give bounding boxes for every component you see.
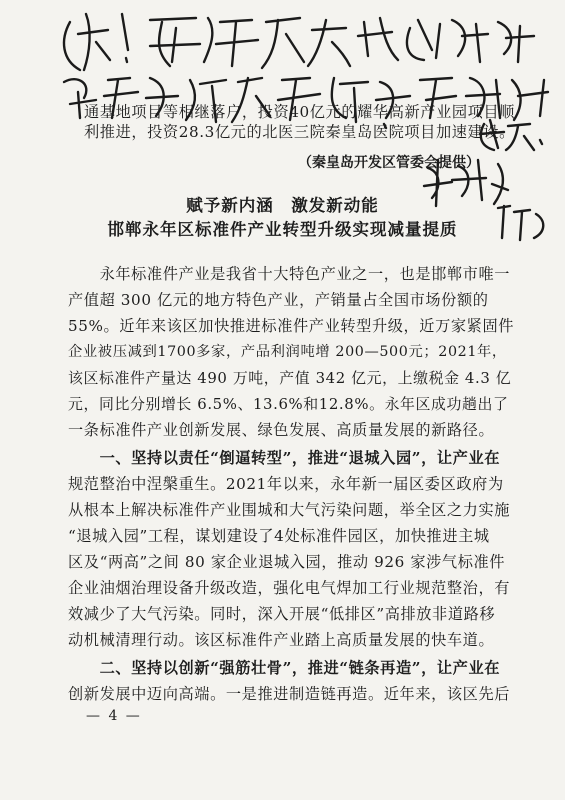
body-line: 元，同比分别增长 6.5%、13.6%和12.8%。永年区成功趟出了 [68, 395, 509, 413]
article-title-2: 邯郸永年区标准件产业转型升级实现减量提质 [107, 220, 458, 239]
body-line: 区及“两高”之间 80 家企业退城入园，推动 926 家涉气标准件 [68, 553, 506, 571]
body-line: 该区标准件产量达 490 万吨，产值 342 亿元，上缴税金 4.3 亿 [68, 369, 512, 387]
body-line: 创新发展中迈向高端。一是推进制造链再造。近年来，该区先后 [68, 685, 511, 703]
body-line: 企业被压减到1700多家，产品利润吨增 200—500元；2021年， [68, 344, 507, 360]
fragment-line-1: 通基地项目等相继落户，投资40亿元的耀华高新产业园项目顺 [84, 103, 516, 121]
page-number: — 4 — [86, 708, 142, 724]
article-title-1: 赋予新内涵 激发新动能 [186, 196, 379, 215]
body-line: 规范整治中涅槃重生。2021年以来，永年新一届区委区政府为 [68, 475, 504, 493]
body-line: 企业油烟治理设备升级改造，强化电气焊加工行业规范整治，有 [68, 579, 511, 597]
section-heading-line: 二、坚持以创新“强筋壮骨”，推进“链条再造”，让产业在 [68, 659, 501, 677]
body-line: 动机械清理行动。该区标准件产业踏上高质量发展的快车道。 [68, 631, 495, 649]
source-credit: （秦皇岛开发区管委会提供） [298, 155, 480, 171]
fragment-line-2: 利推进，投资28.3亿元的北医三院秦皇岛医院项目加速建设。 [84, 123, 515, 141]
body-line: 从根本上解决标准件产业围城和大气污染问题，举全区之力实施 [68, 501, 511, 519]
body-line: 效减少了大气污染。同时，深入开展“低排区”高排放非道路移 [68, 605, 496, 623]
body-line: 永年标准件产业是我省十大特色产业之一，也是邯郸市唯一 [68, 265, 511, 283]
body-line: 产值超 300 亿元的地方特色产业，产销量占全国市场份额的 [68, 291, 489, 309]
body-line: 一条标准件产业创新发展、绿色发展、高质量发展的新路径。 [68, 421, 495, 439]
body-line: 55%。近年来该区加快推进标准件产业转型升级，近万家紧固件 [68, 317, 515, 335]
body-line: “退城入园”工程，谋划建设了4处标准件园区，加快推进主城 [68, 527, 490, 545]
section-heading-line: 一、坚持以责任“倒逼转型”，推进“退城入园”，让产业在 [68, 449, 501, 467]
